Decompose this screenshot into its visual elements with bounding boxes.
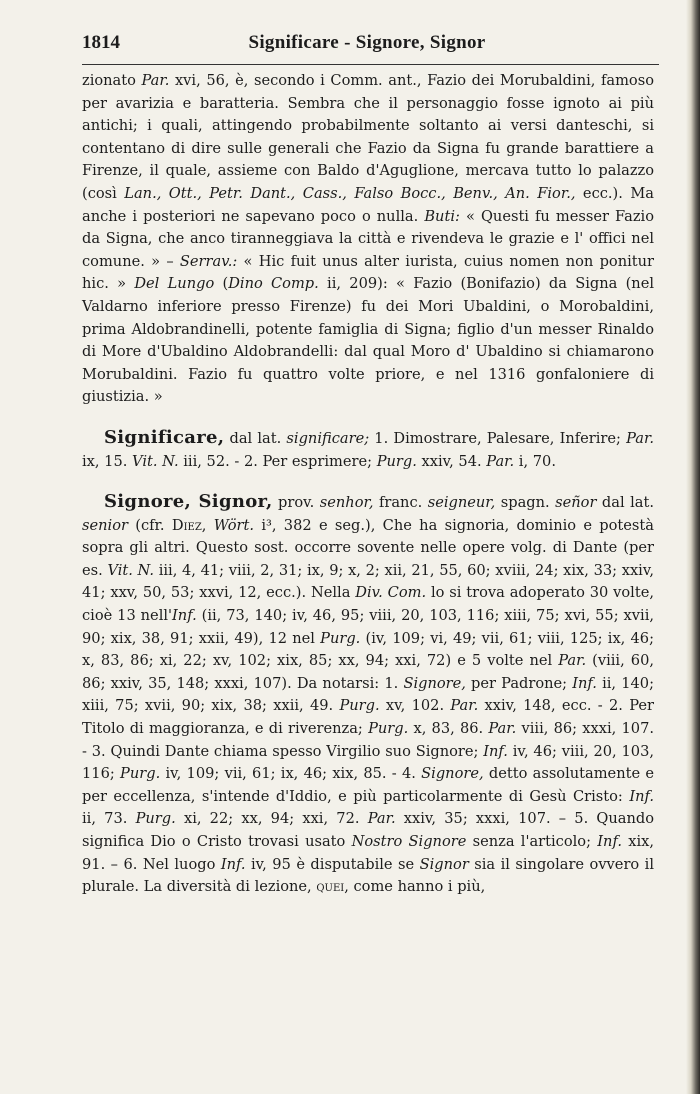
italic-run: Div. Com.: [355, 584, 427, 602]
text-run: dal lat.: [224, 429, 287, 447]
text-run: sia il singolare ovvero il plurale. La diversità di lezione,: [82, 855, 655, 896]
italic-run: Vit. N.: [107, 561, 155, 579]
italic-run: Nostro Signore: [351, 833, 467, 850]
text-run: (cfr.: [127, 516, 172, 534]
body-text: [82, 70, 654, 899]
page-edge-shadow: [686, 0, 700, 1094]
text-run: come hanno i più,: [348, 878, 486, 896]
text-run: ii, 73.: [82, 810, 136, 828]
running-title: Significare - Signore, Signor: [248, 32, 486, 53]
text-run: i³, 382 e seg.), Che ha signoria, dominio e potestà sopra gli altri. Questo sost. occorre sovente nelle opere volg. di Dante (per es.: [82, 516, 654, 579]
italic-run: Signor: [419, 855, 469, 873]
italic-run: Inf.: [483, 742, 508, 760]
entry-signore: [82, 491, 654, 899]
text-run: (viii, 60, 86; xxiv, 35, 148; xxxi, 107). Da notarsi: 1.: [82, 652, 654, 692]
text-run: prov.: [272, 494, 320, 512]
text-run: ii, 140; xiii, 75; xvii, 90; xix, 38; xxii, 49.: [82, 674, 654, 715]
italic-run: Purg.: [135, 810, 176, 828]
smallcaps-run: quei,: [316, 878, 349, 896]
text-run: per Padrone;: [465, 674, 573, 692]
italic-run: Par.: [558, 652, 587, 670]
entry-significare: [82, 427, 654, 473]
text-run: xix, 91. – 6. Nel luogo: [82, 833, 654, 873]
italic-run: Purg.: [320, 629, 361, 647]
text-run: i, 70.: [514, 452, 556, 470]
italic-run: senhor,: [319, 494, 374, 512]
text-run: xxiv, 54.: [416, 452, 487, 470]
page-number: 1814: [82, 32, 120, 53]
text-run: x, 83, 86.: [408, 720, 489, 738]
italic-run: Par.: [367, 810, 396, 828]
text-run: xv, 102.: [379, 697, 451, 715]
italic-run: Inf.: [597, 833, 622, 850]
smallcaps-run: Diez,: [171, 516, 207, 534]
text-run: detto assolutamente e per eccellenza, s'intende d'Iddio, e più particolarmente di Gesù Cristo:: [82, 765, 654, 805]
italic-run: señor: [555, 494, 597, 512]
italic-run: Purg.: [339, 697, 380, 715]
italic-run: seigneur,: [427, 494, 496, 512]
text-run: [206, 517, 213, 534]
text-run: senza l'articolo;: [466, 833, 598, 850]
text-run: xi, 22; xx, 94; xxi, 72.: [175, 810, 368, 828]
italic-run: significare;: [286, 429, 370, 447]
text-run: (: [214, 275, 229, 293]
text-run: spagn.: [495, 494, 556, 512]
italic-run: Inf.: [172, 607, 197, 625]
text-run: iv, 109; vii, 61; ix, 46; xix, 85. - 4.: [160, 765, 422, 783]
text-run: ii, 209): « Fazio (Bonifazio) da Signa (nel Valdarno inferiore presso Firenze) fu dei Mori Ubaldini, o Morobaldini, prima Aldobrandinelli, potente famiglia di Signa; figlio d'un messer Rinaldo di More d'Ubaldino Aldobrandelli: dal qual Moro d' Ubaldino si chiamarono Morubaldini. Fazio fu quattro volte priore, e nel 1316 gonfaloniere di giustizia. »: [82, 275, 654, 406]
text-run: xvi, 56, è, secondo i Comm. ant., Fazio dei Morubaldini, famoso per avarizia e baratteria. Sembra che il personaggio fosse ignoto ai più antichi; i quali, attingendo probabilmente soltanto ai versi danteschi, si contentano di dire sulle generali che Fazio da Signa fu grande barattiere a Firenze, il quale, assieme con Baldo d'Aguglione, mercava tutto lo palazzo (così: [82, 72, 654, 202]
text-run: (iv, 109; vi, 49; vii, 61; viii, 125; ix, 46; x, 83, 86; xi, 22; xv, 102; xix, 85; xx, 94; xxi, 72) e 5 volte nel: [82, 629, 654, 670]
italic-run: Wört.: [213, 516, 255, 534]
italic-run: Inf.: [572, 674, 597, 692]
italic-run: Purg.: [368, 720, 409, 738]
italic-run: Dino Comp.: [228, 275, 319, 293]
italic-run: Inf.: [220, 855, 246, 873]
text-run: iii, 52. - 2. Per esprimere;: [178, 452, 377, 470]
text-run: (ii, 73, 140; iv, 46, 95; viii, 20, 103, 116; xiii, 75; xvi, 55; xvii, 90; xix, 38, 91; xxii, 49), 12 nel: [82, 607, 654, 647]
text-run: 1. Dimostrare, Palesare, Inferire;: [369, 429, 627, 447]
italic-run: senior: [82, 516, 128, 534]
italic-run: Par.: [626, 429, 654, 447]
continuation-paragraph: [82, 70, 654, 409]
page-header: [82, 32, 652, 60]
text-run: franc.: [373, 494, 428, 512]
italic-run: Serrav.:: [179, 252, 238, 270]
text-run: xxiv, 35; xxxi, 107. – 5. Quando significa Dio o Cristo trovasi usato: [82, 810, 655, 850]
italic-run: Purg.: [376, 452, 417, 470]
italic-run: Del Lungo: [134, 275, 215, 293]
italic-run: Vit. N.: [132, 452, 179, 470]
italic-run: Par.: [450, 697, 479, 715]
italic-run: Buti:: [424, 207, 460, 225]
header-rule: [82, 64, 659, 65]
text-run: xxiv, 148, ecc. - 2. Per Titolo di maggioranza, e di riverenza;: [82, 697, 654, 738]
text-run: viii, 86; xxxi, 107. - 3. Quindi Dante chiama spesso Virgilio suo Signore;: [82, 720, 654, 760]
italic-run: Par.: [486, 452, 515, 470]
text-run: « Questi fu messer Fazio da Signa, che anco tiranneggiava la città e rivendeva le grazie e l' offici nel comune. » –: [82, 207, 654, 270]
headword: Significare,: [104, 426, 225, 448]
text-run: iv, 46; viii, 20, 103, 116;: [82, 742, 654, 783]
italic-run: Signore,: [403, 674, 466, 692]
text-run: lo si trova adoperato 30 volte, cioè 13 nell': [82, 584, 654, 625]
italic-run: Par.: [488, 720, 517, 738]
headword: Signore, Signor,: [104, 491, 273, 513]
italic-run: Inf.: [629, 787, 654, 805]
italic-run: Par.: [141, 72, 170, 89]
text-run: iv, 95 è disputabile se: [245, 855, 420, 873]
text-run: iii, 4, 41; viii, 2, 31; ix, 9; x, 2; xii, 21, 55, 60; xviii, 24; xix, 33; xxiv, 41; xxv, 50, 53; xxvi, 12, ecc.). Nella: [82, 561, 654, 602]
text-run: « Hic fuit unus alter iurista, cuius nomen non ponitur hic. »: [82, 252, 654, 293]
italic-run: Purg.: [120, 765, 161, 783]
text-run: ecc.). Ma anche i posteriori ne sapevano poco o nulla.: [82, 184, 654, 225]
text-run: ix, 15.: [82, 452, 133, 470]
italic-run: Lan., Ott., Petr. Dant., Cass., Falso Bocc., Benv., An. Fior.,: [124, 184, 576, 202]
text-run: dal lat.: [596, 494, 654, 512]
italic-run: Signore,: [421, 765, 484, 783]
text-run: zionato: [82, 72, 142, 89]
